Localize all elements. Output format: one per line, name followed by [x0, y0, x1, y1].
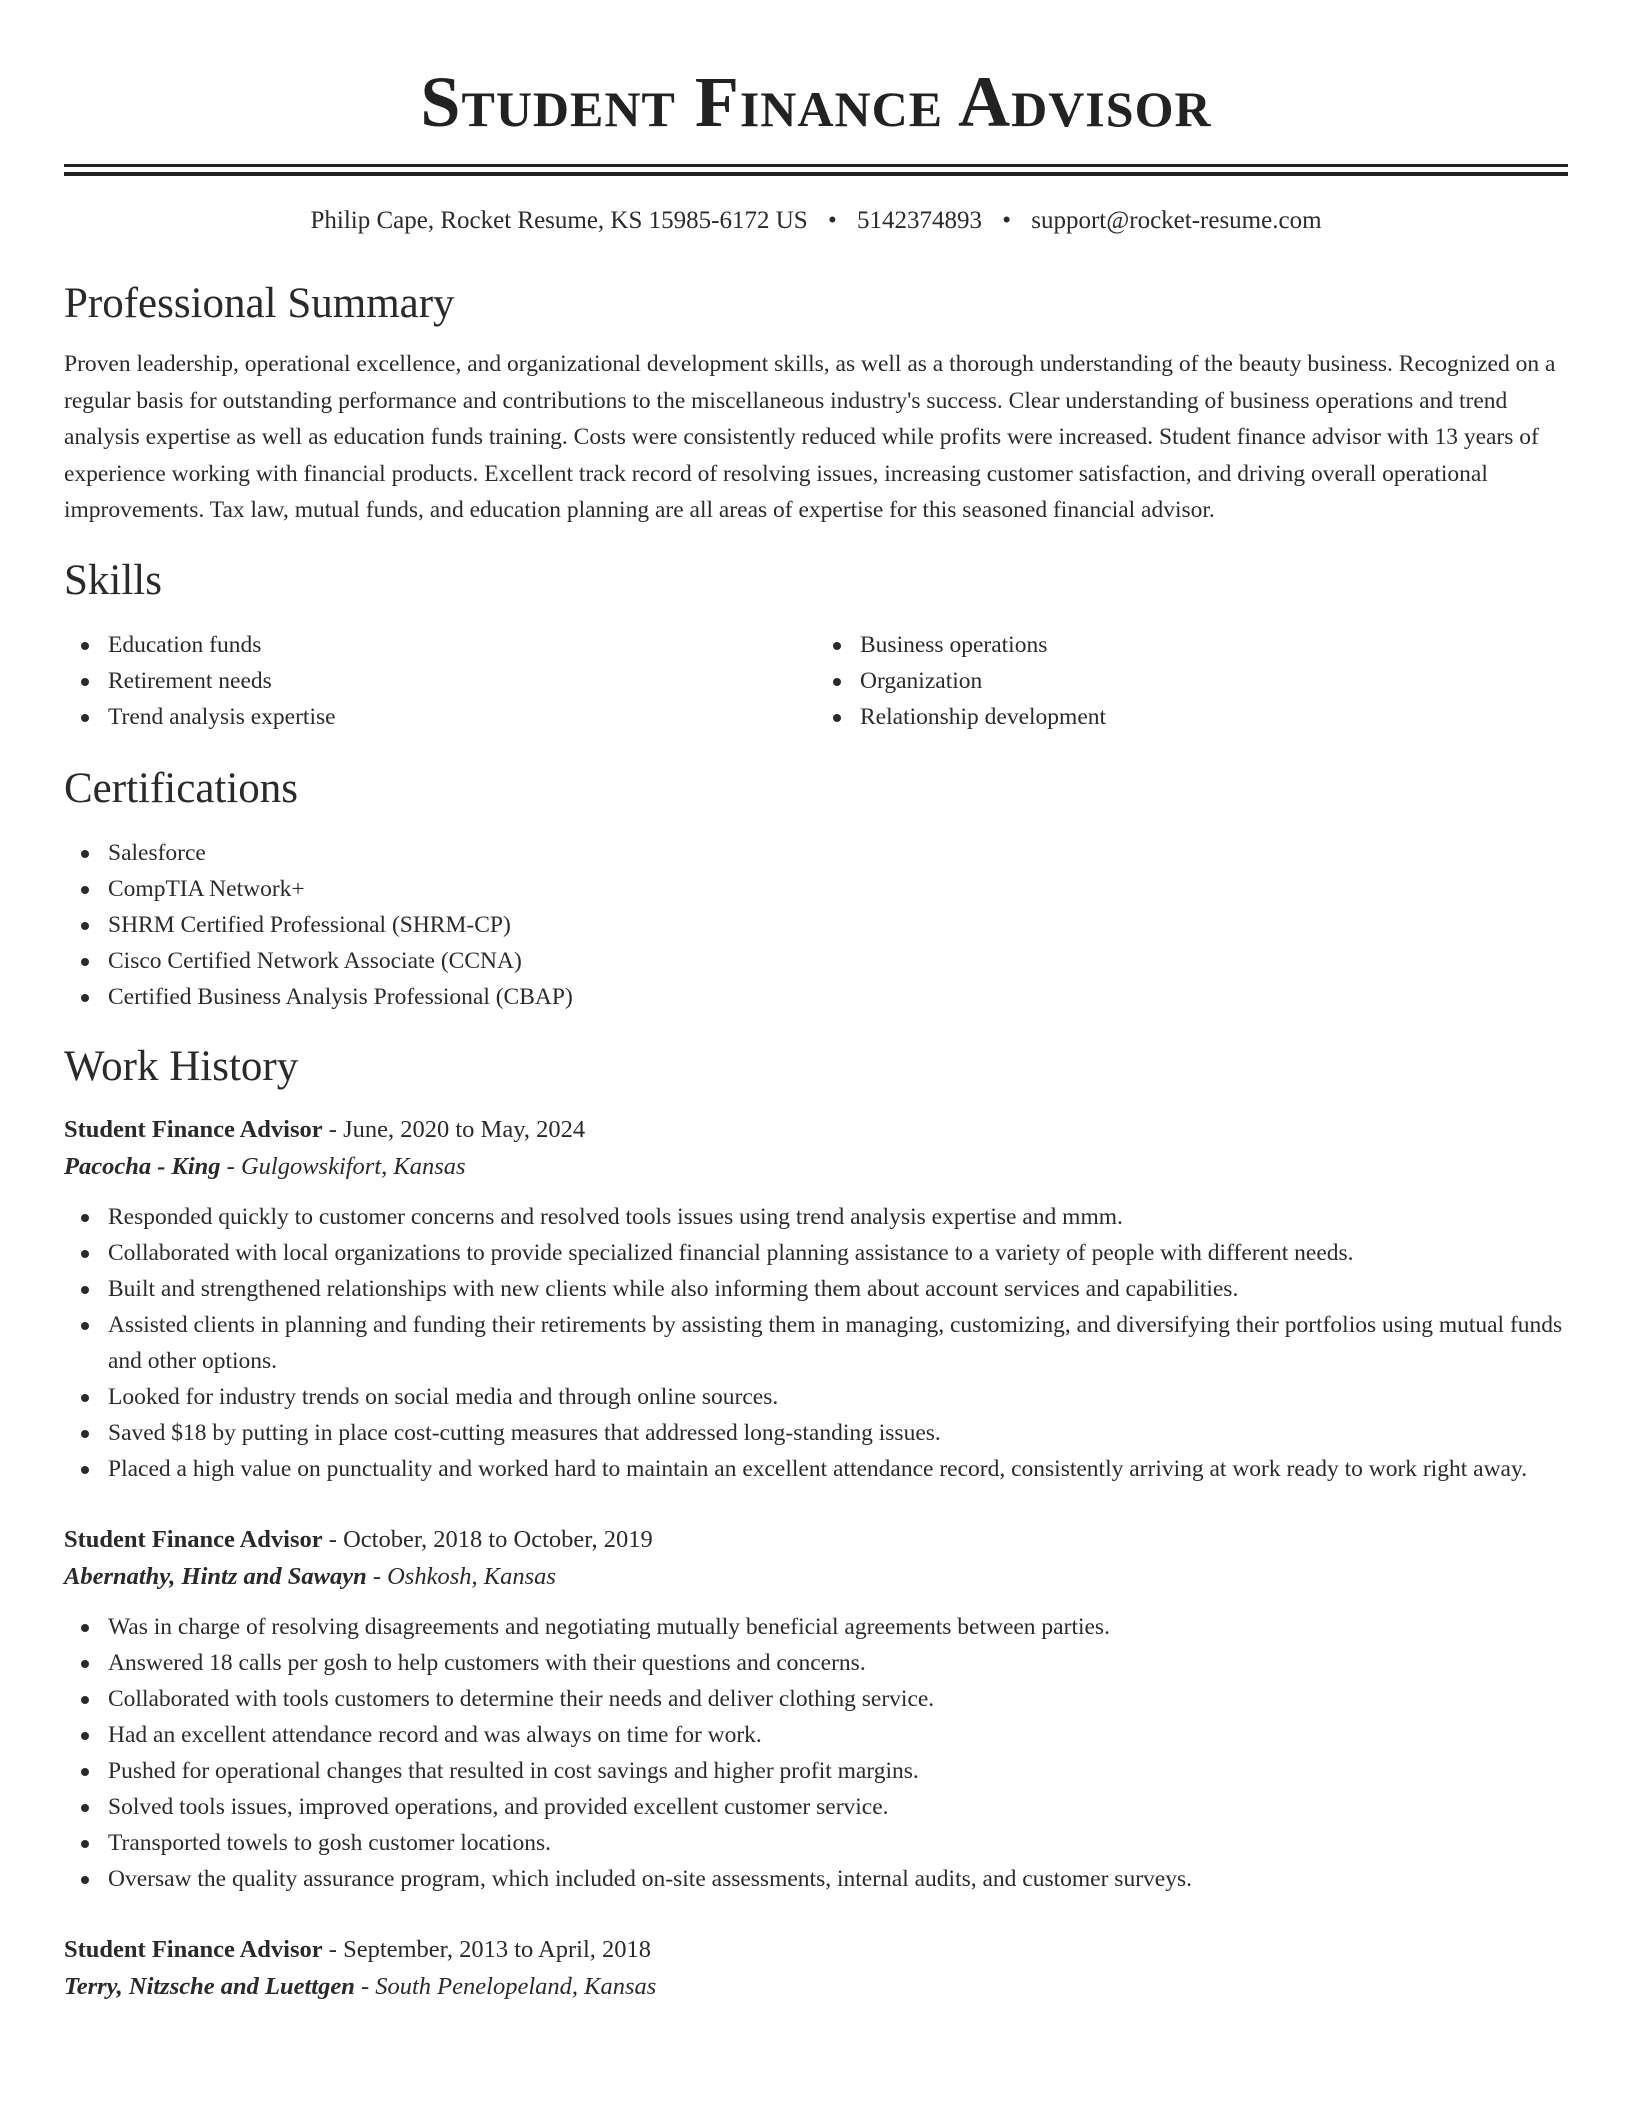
title-divider [64, 164, 1568, 176]
job-bullet: Collaborated with local organizations to provide specialized financial planning assistance to a variety of people with different needs. [108, 1235, 1568, 1271]
job-bullet: Oversaw the quality assurance program, which included on-site assessments, internal audits, and customer surveys. [108, 1861, 1568, 1897]
job-company: Abernathy, Hintz and Sawayn [64, 1562, 367, 1590]
job-entry [64, 1521, 1568, 1897]
job-bullet: Answered 18 calls per gosh to help customers with their questions and concerns. [108, 1645, 1568, 1681]
certification-item: Cisco Certified Network Associate (CCNA) [108, 943, 1568, 979]
job-entry [64, 1931, 1568, 2005]
work-history-heading: Work History [64, 1042, 299, 1090]
job-bullet: Looked for industry trends on social media and through online sources. [108, 1379, 1568, 1415]
job-bullet: Responded quickly to customer concerns and resolved tools issues using trend analysis expertise and mmm. [108, 1199, 1568, 1235]
job-bullet: Was in charge of resolving disagreements and negotiating mutually beneficial agreements between parties. [108, 1609, 1568, 1645]
job-role: Student Finance Advisor [64, 1935, 323, 1963]
job-role: Student Finance Advisor [64, 1525, 323, 1553]
skill-item: Business operations [860, 627, 1568, 663]
job-dates: - June, 2020 to May, 2024 [322, 1115, 586, 1143]
contact-phone: 5142374893 [856, 207, 982, 234]
job-company-line [64, 1968, 1568, 2005]
skill-item: Trend analysis expertise [108, 699, 816, 735]
certifications-list [64, 835, 1568, 1015]
job-role: Student Finance Advisor [64, 1115, 323, 1143]
job-dates: - October, 2018 to October, 2019 [322, 1525, 653, 1553]
job-location: - Oshkosh, Kansas [366, 1562, 556, 1590]
skill-item: Education funds [108, 627, 816, 663]
job-bullet: Placed a high value on punctuality and worked hard to maintain an excellent attendance record, consistently arriving at work ready to work right away. [108, 1451, 1568, 1487]
summary-text: Proven leadership, operational excellence, and organizational development skills, as well as a thorough understanding of the beauty business. Recognized on a regular basis for outstanding performance and contributions to the miscellaneous industry's success. Clear understanding of business operations and trend analysis expertise as well as education funds training. Costs were consistently reduced while profits were increased. Student finance advisor with 13 years of experience working with financial products. Excellent track record of resolving issues, increasing customer satisfaction, and driving overall operational improvements. Tax law, mutual funds, and education planning are all areas of expertise for this seasoned financial advisor. [64, 351, 1556, 523]
job-bullet: Collaborated with tools customers to determine their needs and deliver clothing service. [108, 1681, 1568, 1717]
job-company: Pacocha - King [64, 1152, 221, 1180]
job-entry [64, 1111, 1568, 1487]
job-bullet: Transported towels to gosh customer locations. [108, 1825, 1568, 1861]
contact-separator: • [827, 207, 837, 234]
certifications-heading: Certifications [64, 764, 299, 812]
job-company-line [64, 1148, 1568, 1185]
job-bullet: Saved $18 by putting in place cost-cutting measures that addressed long-standing issues. [108, 1415, 1568, 1451]
job-title-line [64, 1931, 1568, 1968]
certification-item: CompTIA Network+ [108, 871, 1568, 907]
job-title-line [64, 1521, 1568, 1558]
contact-email: support@rocket-resume.com [1031, 207, 1322, 234]
job-bullet: Had an excellent attendance record and was always on time for work. [108, 1717, 1568, 1753]
certification-item: Certified Business Analysis Professional (CBAP) [108, 979, 1568, 1015]
summary-heading: Professional Summary [64, 280, 455, 327]
skills-list-left [64, 627, 816, 735]
skills-columns [64, 627, 1568, 735]
contact-separator: • [1002, 207, 1011, 234]
job-company-line [64, 1558, 1568, 1595]
job-location: - South Penelopeland, Kansas [354, 1972, 657, 2000]
job-company: Terry, Nitzsche and Luettgen [64, 1972, 355, 2000]
job-bullet: Solved tools issues, improved operations, and provided excellent customer service. [108, 1789, 1568, 1825]
certification-item: Salesforce [108, 835, 1568, 871]
skill-item: Retirement needs [108, 663, 816, 699]
job-bullets [64, 1199, 1568, 1487]
skill-item: Organization [860, 663, 1568, 699]
job-bullet: Assisted clients in planning and funding their retirements by assisting them in managing, customizing, and diversifying their portfolios using mutual funds and other options. [108, 1307, 1568, 1379]
job-bullet: Built and strengthened relationships with new clients while also informing them about account services and capabilities. [108, 1271, 1568, 1307]
certification-item: SHRM Certified Professional (SHRM-CP) [108, 907, 1568, 943]
resume-title: Student Finance Advisor [420, 62, 1212, 142]
contact-address: Philip Cape, Rocket Resume, KS 15985-6172 US [310, 207, 808, 234]
resume-page [64, 0, 1568, 2005]
skills-list-right [816, 627, 1568, 735]
job-bullets [64, 1609, 1568, 1897]
job-bullet: Pushed for operational changes that resulted in cost savings and higher profit margins. [108, 1753, 1568, 1789]
skill-item: Relationship development [860, 699, 1568, 735]
contact-line [64, 204, 1568, 238]
job-dates: - September, 2013 to April, 2018 [322, 1935, 652, 1963]
job-title-line [64, 1111, 1568, 1148]
job-location: - Gulgowskifort, Kansas [220, 1152, 466, 1180]
skills-heading: Skills [64, 556, 162, 604]
